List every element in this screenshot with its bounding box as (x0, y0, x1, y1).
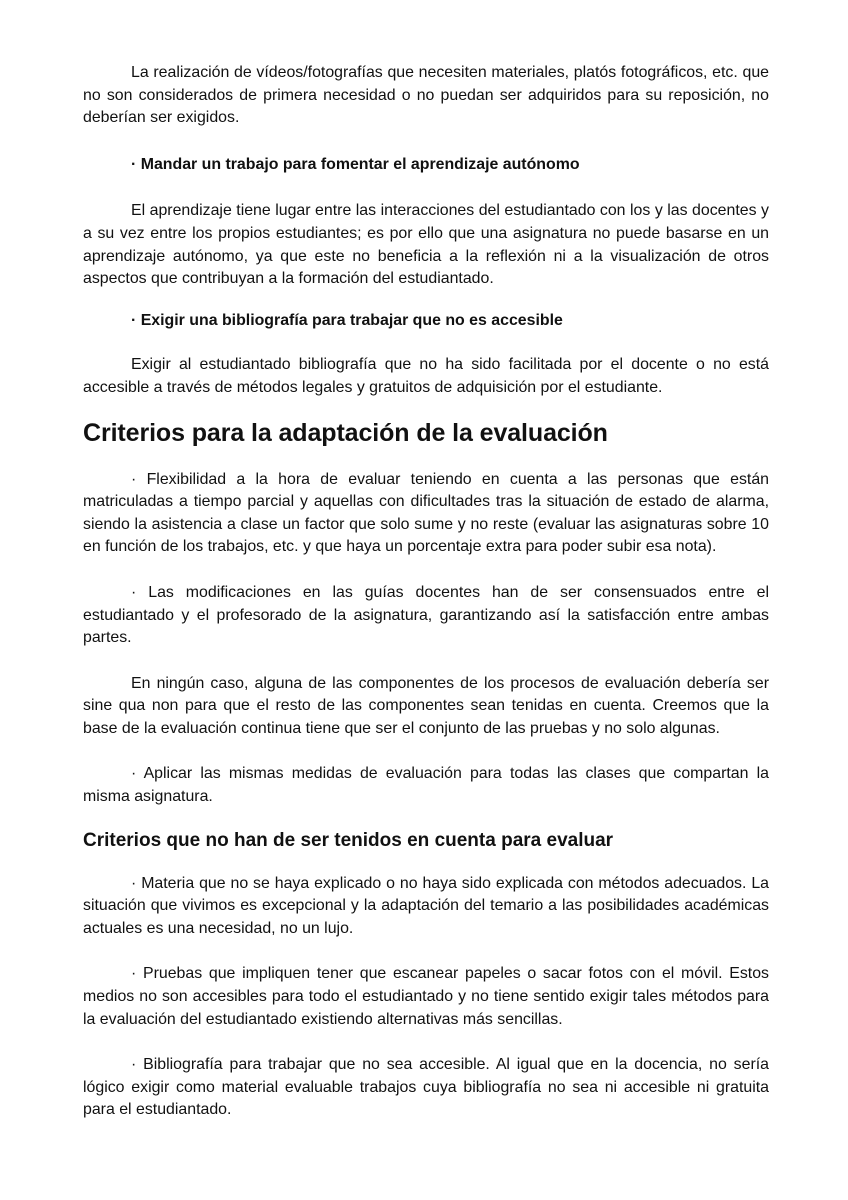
paragraph-materiales: La realización de vídeos/fotografías que necesiten materiales, platós fotográficos, etc. que no son considerados de primera necesidad o no puedan ser adquiridos para su reposición, no deberían ser exigidos. (83, 64, 769, 127)
section-title-criterios-no-evaluar: Criterios que no han de ser tenidos en cuenta para evaluar (83, 829, 614, 851)
paragraph-flexibilidad: · Flexibilidad a la hora de evaluar teniendo en cuenta a las personas que están matriculadas a tiempo parcial y aquellas con dificultades tras la situación de estado de alarma, siendo la asistencia a clase un factor que solo sume y no reste (evaluar las asignaturas sobre 10 en función de los trabajos, etc. y que haya un porcentaje extra para poder subir esa nota). (83, 470, 769, 556)
paragraph-materia-no-explicada: · Materia que no se haya explicado o no haya sido explicada con métodos adecuados. La situación que vivimos es excepcional y la adaptación del temario a las posibilidades académicas actuales es una necesidad, no un lujo. (83, 874, 769, 937)
paragraph-aprendizaje-autonomo: El aprendizaje tiene lugar entre las interacciones del estudiantado con los y las docentes y a su vez entre los propios estudiantes; es por ello que una asignatura no puede basarse en un aprendizaje autónomo, ya que este no beneficia a la reflexión ni a la visualización de otros aspectos que contribuyan a la formación del estudiantado. (83, 202, 769, 288)
paragraph-bibliografia-no-accesible: · Bibliografía para trabajar que no sea accesible. Al igual que en la docencia, no sería lógico exigir como material evaluable trabajos cuya bibliografía no sea ni accesible ni gratuita para el estudiantado. (83, 1056, 769, 1119)
paragraph-pruebas-escanear: · Pruebas que impliquen tener que escanear papeles o sacar fotos con el móvil. Estos medios no son accesibles para todo el estudiantado y no tiene sentido exigir tales métodos para la evaluación del estudiantado existiendo alternativas más sencillas. (83, 965, 769, 1028)
paragraph-guias-docentes: · Las modificaciones en las guías docentes han de ser consensuados entre el estudiantado y el profesorado de la asignatura, garantizando así la satisfacción entre ambas partes. (83, 583, 769, 647)
section-title-adaptacion-evaluacion: Criterios para la adaptación de la evaluación (83, 418, 608, 447)
document-page (83, 62, 769, 1122)
paragraph-componentes-evaluacion: En ningún caso, alguna de las componentes de los procesos de evaluación debería ser sine qua non para que el resto de las componentes sean tenidas en cuenta. Creemos que la base de la evaluación continua tiene que ser el conjunto de las pruebas y no solo algunas. (83, 674, 769, 737)
paragraph-bibliografia: Exigir al estudiantado bibliografía que no ha sido facilitada por el docente o no está accesible a través de métodos legales y gratuitos de adquisición por el estudiante. (83, 356, 769, 396)
bullet-heading-bibliografia: · Exigir una bibliografía para trabajar que no es accesible (131, 311, 563, 329)
bullet-heading-aprendizaje-autonomo: · Mandar un trabajo para fomentar el aprendizaje autónomo (131, 155, 580, 173)
paragraph-mismas-medidas: · Aplicar las mismas medidas de evaluación para todas las clases que compartan la misma asignatura. (83, 765, 769, 806)
